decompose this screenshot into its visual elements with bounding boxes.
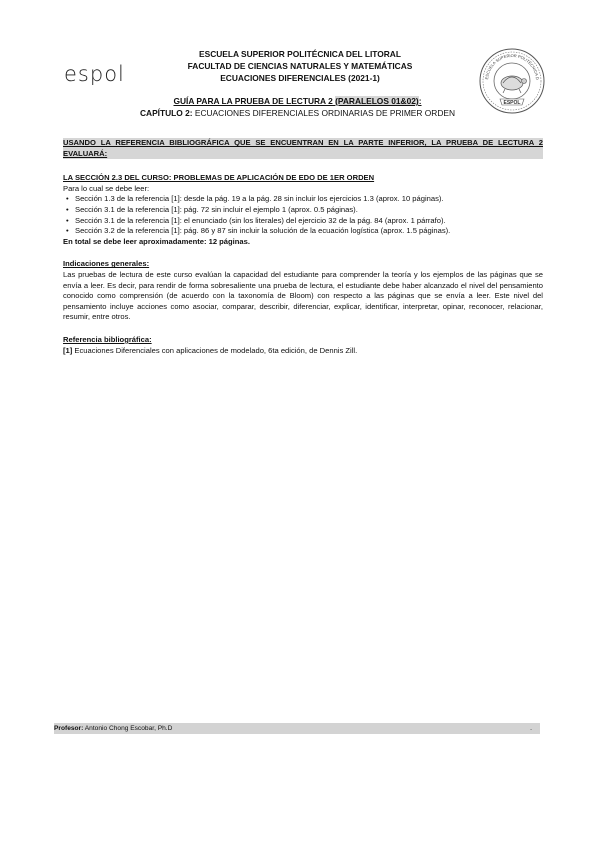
section-intro: Para lo cual se debe leer:: [63, 183, 150, 193]
chapter-text: ECUACIONES DIFERENCIALES ORDINARIAS DE PRIMER ORDEN: [192, 108, 456, 118]
chapter-title: [40, 107, 555, 119]
header-line-3: ECUACIONES DIFERENCIALES (2021-1): [220, 73, 380, 83]
guide-title: [40, 95, 555, 107]
referencia-title: Referencia bibliográfica:: [63, 334, 152, 344]
list-item: • Sección 3.2 de la referencia [1]: pág. 86 y 87 sin incluir la solución de la ecuación logística (aprox. 1.5 páginas).: [75, 226, 543, 237]
list-item: • Sección 1.3 de la referencia [1]: desde la pág. 19 a la pág. 28 sin incluir los ejercicios 1.3 (aprox. 10 páginas).: [75, 194, 543, 205]
document-body: [63, 138, 543, 356]
header-line-1: ESCUELA SUPERIOR POLITÉCNICA DEL LITORAL: [199, 49, 401, 59]
chapter-label: CAPÍTULO 2:: [139, 108, 193, 118]
evaluation-banner: USANDO LA REFERENCIA BIBLIOGRÁFICA QUE SE ENCUENTRAN EN LA PARTE INFERIOR, LA PRUEBA DE LECTURA 2 EVALUARÁ:: [63, 138, 543, 158]
footer-name: Antonio Chong Escobar, Ph.D: [83, 725, 173, 732]
list-item: • Sección 3.1 de la referencia [1]: pág. 72 sin incluir el ejemplo 1 (aprox. 0.5 páginas).: [75, 205, 543, 216]
section-title: LA SECCIÓN 2.3 DEL CURSO: PROBLEMAS DE APLICACIÓN DE EDO DE 1ER ORDEN: [63, 173, 375, 183]
indicaciones-text: Las pruebas de lectura de este curso evalúan la capacidad del estudiante para comprender la teoría y los ejemplos de las páginas que se envía a leer. Es decir, para rendir de forma sobresaliente una prueba de lectura, el estudiante debe haber alcanzado el nivel del pensamiento conocido como comprensión (de acuerdo con la taxonomía de Bloom) con respecto a las páginas que se envía a leer. Este nivel del pensamiento incluye acciones como asociar, comparar, describir, diferenciar, explicar, identificar, interpretar, opinar, reconocer, relacionar, resumir, entre otros.: [63, 269, 543, 322]
footer-label: Profesor:: [54, 725, 84, 732]
seal-text: ESCUELA SUPERIOR POLITÉCNICA D: [484, 52, 540, 81]
espol-logo: espol: [64, 62, 125, 86]
professor-footer: [54, 723, 540, 734]
referencia-text: Ecuaciones Diferenciales con aplicaciones de modelado, 6ta edición, de Dennis Zill.: [72, 345, 358, 355]
footer-dot: .: [530, 725, 532, 732]
guide-title-colon: :: [418, 96, 422, 106]
referencia-tag: [1]: [63, 345, 73, 355]
guide-title-block: [40, 95, 555, 119]
guide-title-paralelos: (PARALELOS 01&02): [335, 96, 419, 106]
list-item: • Sección 3.1 de la referencia [1]: el enunciado (sin los literales) del ejercicio 32 de la pág. 84 (aprox. 1 párrafo).: [75, 216, 543, 227]
indicaciones-title: Indicaciones generales:: [63, 259, 150, 269]
institution-header: [130, 48, 470, 84]
guide-title-main: GUÍA PARA LA PRUEBA DE LECTURA 2: [173, 96, 336, 106]
total-pages: En total se debe leer aproximadamente: 12 páginas.: [63, 236, 250, 246]
referencia-entry: [63, 346, 543, 357]
reading-list: [63, 194, 543, 236]
header-line-2: FACULTAD DE CIENCIAS NATURALES Y MATEMÁTICAS: [187, 61, 413, 71]
seal-espol-text: ESPOL: [503, 100, 521, 106]
